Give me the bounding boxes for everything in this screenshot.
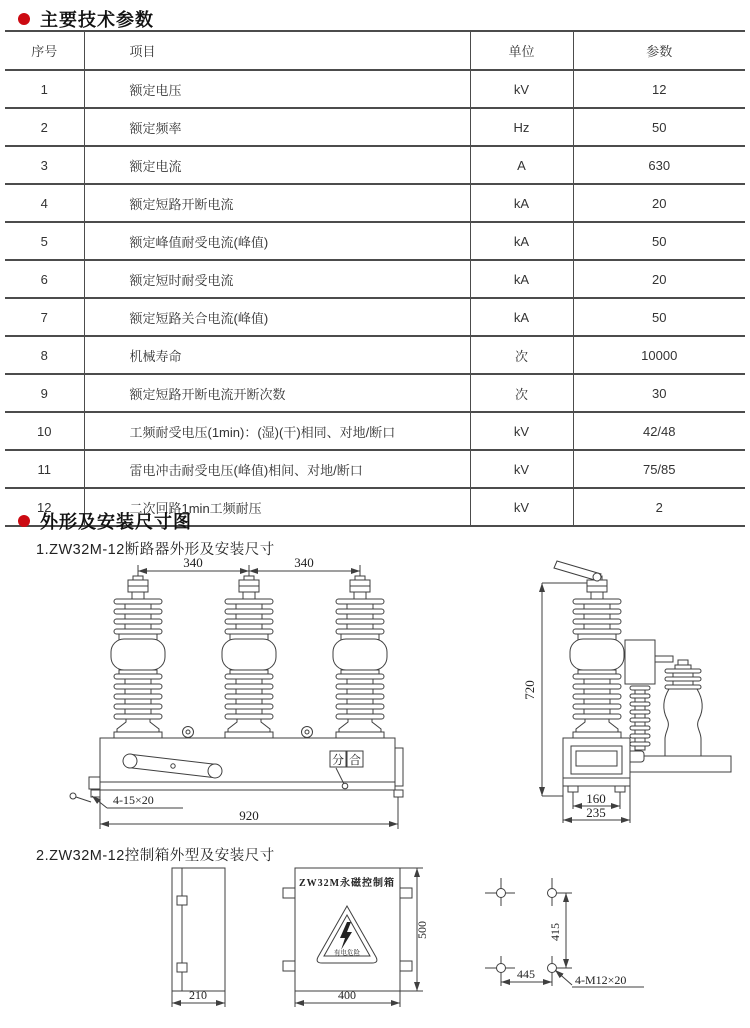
cell-unit: kV [470,70,573,108]
bellows [630,686,650,750]
control-box-label: ZW32M永磁控制箱 [298,878,396,889]
mounting-hole-pattern [485,878,644,987]
dim-340-right-label: 340 [294,556,314,570]
cell-unit: Hz [470,108,573,146]
dim-720-label: 720 [522,680,537,700]
breaker-outline-drawing [45,556,745,840]
dim-500-label: 500 [415,921,429,939]
cell-no: 4 [5,184,84,222]
cell-item: 雷电冲击耐受电压(峰值)相间、对地/断口 [84,450,470,488]
mounting-tab-icon [283,888,295,898]
dim-400-label: 400 [338,988,356,1002]
breaker-front-view [70,556,403,829]
cell-no: 6 [5,260,84,298]
hinge-icon [177,963,187,972]
ground-terminal-icon [70,793,76,799]
mounting-hole-icon [497,889,506,898]
red-bullet-icon [18,13,30,25]
control-box-front-view [283,868,429,1007]
mounting-tab-icon [400,961,412,971]
cell-item: 额定短路关合电流(峰值) [84,298,470,336]
cell-no: 2 [5,108,84,146]
table-header-row [5,31,745,70]
cell-value: 50 [573,298,745,336]
dim-415-label: 415 [548,923,562,941]
table-row [5,450,745,488]
table-row [5,412,745,450]
cell-unit: kA [470,298,573,336]
cell-unit: 次 [470,336,573,374]
cell-unit: kA [470,222,573,260]
cell-item: 二次回路1min工频耐压 [84,488,470,526]
cell-item: 工频耐受电压(1min)：(湿)(干)相同、对地/断口 [84,412,470,450]
table-row [5,260,745,298]
table-row [5,184,745,222]
col-header-item: 项目 [84,31,470,70]
cell-value: 50 [573,108,745,146]
cell-value: 630 [573,146,745,184]
section-outline-heading [18,508,192,534]
cell-value: 10000 [573,336,745,374]
table-row [5,374,745,412]
cell-no: 7 [5,298,84,336]
mounting-hole-icon [497,964,506,973]
lifting-eye-icon [302,727,313,738]
breaker-side-view [522,561,731,823]
cell-no: 10 [5,412,84,450]
dim-235-label: 235 [586,805,606,820]
hinge-icon [177,896,187,905]
cell-value: 20 [573,260,745,298]
table-row [5,70,745,108]
cell-unit: kV [470,488,573,526]
cell-no: 9 [5,374,84,412]
control-box-drawing-subtitle: 2.ZW32M-12控制箱外型及安装尺寸 [36,848,275,864]
cell-no: 11 [5,450,84,488]
col-header-no: 序号 [5,31,84,70]
mounting-tab-icon [400,888,412,898]
section-params-title: 主要技术参数 [40,10,154,30]
section-outline-title: 外形及安装尺寸图 [40,512,192,532]
mounting-hole-icon [548,964,557,973]
pole-insulator [333,576,387,738]
indicator-close-label: 合 [348,753,362,767]
table-row [5,108,745,146]
cell-no: 12 [5,488,84,526]
cell-item: 额定电流 [84,146,470,184]
cell-value: 30 [573,374,745,412]
control-box-drawing [45,866,745,1026]
control-box-side-view [172,868,225,1007]
cell-unit: kV [470,412,573,450]
bolt-spec-label: 4-M12×20 [575,973,627,987]
mounting-hole-icon [548,889,557,898]
cell-no: 5 [5,222,84,260]
dim-445-label: 445 [517,967,535,981]
cell-value: 42/48 [573,412,745,450]
dim-160-label: 160 [586,791,606,806]
mounting-tab-icon [283,961,295,971]
indicator-open-label: 分 [331,753,345,767]
cell-value: 12 [573,70,745,108]
col-header-unit: 单位 [470,31,573,70]
cell-unit: A [470,146,573,184]
cell-value: 75/85 [573,450,745,488]
cell-value: 50 [573,222,745,260]
cell-unit: 次 [470,374,573,412]
section-params-heading [18,6,154,32]
pole-insulator [111,576,165,738]
pole-insulator [222,576,276,738]
mounting-hole-label: 4-15×20 [113,793,154,807]
side-pole-insulator [570,576,624,738]
red-bullet-icon [18,515,30,527]
cell-no: 3 [5,146,84,184]
warning-text: 有电危险 [334,949,360,957]
cell-item: 额定短路开断电流 [84,184,470,222]
table-row [5,336,745,374]
cell-unit: kV [470,450,573,488]
cell-item: 额定峰值耐受电流(峰值) [84,222,470,260]
cell-item: 额定电压 [84,70,470,108]
dim-920-label: 920 [239,808,259,823]
cell-item: 额定频率 [84,108,470,146]
cell-value: 20 [573,184,745,222]
cell-unit: kA [470,260,573,298]
table-row [5,146,745,184]
table-row [5,298,745,336]
dim-210-label: 210 [189,988,207,1002]
cell-no: 1 [5,70,84,108]
cell-item: 额定短路开断电流开断次数 [84,374,470,412]
col-header-value: 参数 [573,31,745,70]
breaker-drawing-subtitle: 1.ZW32M-12断路器外形及安装尺寸 [36,542,275,558]
lifting-eye-icon [183,727,194,738]
dim-340-left-label: 340 [183,556,203,570]
cell-unit: kA [470,184,573,222]
sensor-insulator [664,660,702,756]
table-row [5,222,745,260]
parameters-table [5,30,745,527]
cell-item: 额定短时耐受电流 [84,260,470,298]
cell-value: 2 [573,488,745,526]
cell-item: 机械寿命 [84,336,470,374]
cell-no: 8 [5,336,84,374]
